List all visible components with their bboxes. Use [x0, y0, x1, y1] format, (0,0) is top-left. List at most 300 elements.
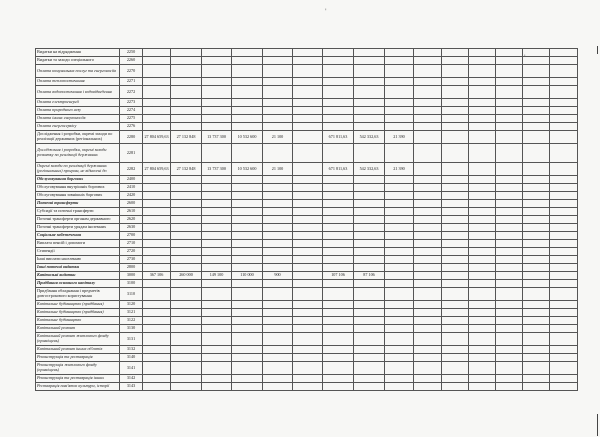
row-name: Капітальний ремонт — [36, 325, 120, 333]
row-code: 2271 — [120, 78, 143, 86]
value-cell — [232, 184, 263, 192]
value-cell — [232, 144, 263, 163]
value-cell — [442, 309, 469, 317]
row-code: 2700 — [120, 232, 143, 240]
value-cell — [496, 248, 523, 256]
value-cell — [354, 333, 385, 346]
value-cell — [469, 309, 496, 317]
value-cell — [323, 309, 354, 317]
table-row — [36, 362, 578, 375]
row-name: Придбання обладнання і предметів довгострокового користування — [36, 288, 120, 301]
value-cell — [385, 317, 414, 325]
row-name: Поточні трансферти урядам іноземних — [36, 224, 120, 232]
table-row — [36, 144, 578, 163]
value-cell — [469, 123, 496, 131]
value-cell — [385, 280, 414, 288]
row-name: Придбання основного капіталу — [36, 280, 120, 288]
value-cell — [385, 115, 414, 123]
value-cell — [171, 200, 202, 208]
value-cell — [496, 184, 523, 192]
value-cell — [442, 123, 469, 131]
value-cell — [414, 333, 442, 346]
value-cell — [550, 123, 578, 131]
value-cell — [523, 354, 550, 362]
value-cell — [414, 256, 442, 264]
value-cell — [469, 224, 496, 232]
value-cell — [143, 78, 171, 86]
value-cell — [202, 208, 232, 216]
value-cell — [496, 144, 523, 163]
value-cell — [171, 232, 202, 240]
value-cell — [385, 248, 414, 256]
table-row — [36, 123, 578, 131]
value-cell — [496, 78, 523, 86]
row-code: 2610 — [120, 208, 143, 216]
value-cell — [143, 264, 171, 272]
value-cell — [323, 248, 354, 256]
value-cell — [385, 264, 414, 272]
value-cell — [523, 309, 550, 317]
value-cell — [523, 256, 550, 264]
value-cell — [293, 115, 323, 123]
value-cell — [263, 309, 293, 317]
table-row — [36, 248, 578, 256]
value-cell — [469, 184, 496, 192]
value-cell — [232, 232, 263, 240]
value-cell — [171, 65, 202, 78]
table-row — [36, 131, 578, 144]
value-cell — [323, 57, 354, 65]
row-name: Виплата пенсій і допомоги — [36, 240, 120, 248]
row-code: 2600 — [120, 200, 143, 208]
value-cell — [171, 115, 202, 123]
value-cell — [469, 375, 496, 383]
value-cell — [385, 354, 414, 362]
value-cell — [523, 383, 550, 391]
value-cell — [354, 375, 385, 383]
value-cell — [323, 200, 354, 208]
value-cell — [323, 99, 354, 107]
value-cell — [354, 216, 385, 224]
value-cell — [469, 346, 496, 354]
value-cell — [469, 333, 496, 346]
table-row — [36, 280, 578, 288]
value-cell — [354, 176, 385, 184]
value-cell — [414, 317, 442, 325]
value-cell — [496, 107, 523, 115]
value-cell — [263, 216, 293, 224]
value-cell — [414, 375, 442, 383]
table-row — [36, 317, 578, 325]
value-cell — [414, 200, 442, 208]
value-cell — [523, 184, 550, 192]
value-cell — [442, 317, 469, 325]
value-cell: 13 737 300 — [202, 131, 232, 144]
value-cell: 21 390 — [385, 131, 414, 144]
value-cell — [550, 176, 578, 184]
value-cell — [354, 256, 385, 264]
value-cell — [442, 107, 469, 115]
value-cell — [202, 86, 232, 99]
value-cell — [414, 65, 442, 78]
value-cell — [414, 131, 442, 144]
value-cell — [232, 256, 263, 264]
value-cell — [143, 375, 171, 383]
value-cell — [263, 200, 293, 208]
value-cell — [469, 200, 496, 208]
value-cell — [385, 346, 414, 354]
value-cell — [469, 131, 496, 144]
value-cell: 110 000 — [232, 272, 263, 280]
value-cell — [523, 65, 550, 78]
value-cell — [414, 86, 442, 99]
value-cell — [293, 309, 323, 317]
table-row — [36, 65, 578, 78]
value-cell — [232, 346, 263, 354]
row-code: 2250 — [120, 49, 143, 57]
value-cell — [523, 346, 550, 354]
value-cell — [550, 240, 578, 248]
row-code: 2720 — [120, 248, 143, 256]
value-cell — [385, 383, 414, 391]
value-cell — [232, 115, 263, 123]
value-cell — [469, 232, 496, 240]
value-cell — [496, 264, 523, 272]
value-cell — [143, 362, 171, 375]
value-cell — [550, 354, 578, 362]
row-code: 3132 — [120, 346, 143, 354]
table-row — [36, 301, 578, 309]
value-cell — [496, 224, 523, 232]
value-cell — [385, 86, 414, 99]
value-cell — [323, 256, 354, 264]
value-cell — [143, 123, 171, 131]
row-name: Оплата інших енергоносіїв — [36, 115, 120, 123]
value-cell — [442, 232, 469, 240]
value-cell — [523, 57, 550, 65]
value-cell: 671 811,63 — [323, 131, 354, 144]
value-cell — [293, 288, 323, 301]
value-cell — [263, 333, 293, 346]
value-cell — [171, 354, 202, 362]
value-cell — [442, 99, 469, 107]
row-name: Капітальне будівництво (придбання) — [36, 309, 120, 317]
value-cell — [414, 280, 442, 288]
value-cell — [414, 107, 442, 115]
value-cell — [232, 192, 263, 200]
value-cell — [442, 176, 469, 184]
value-cell — [323, 325, 354, 333]
value-cell — [293, 86, 323, 99]
row-code: 2270 — [120, 65, 143, 78]
value-cell — [354, 362, 385, 375]
value-cell — [263, 176, 293, 184]
value-cell — [469, 216, 496, 224]
row-name: Капітальний ремонт інших об'єктів — [36, 346, 120, 354]
value-cell — [143, 107, 171, 115]
value-cell — [523, 200, 550, 208]
value-cell — [523, 216, 550, 224]
value-cell: 13 737 300 — [202, 163, 232, 176]
table-row — [36, 57, 578, 65]
value-cell — [202, 176, 232, 184]
value-cell — [143, 192, 171, 200]
value-cell — [496, 216, 523, 224]
value-cell — [469, 115, 496, 123]
value-cell — [171, 184, 202, 192]
row-name: Дослідження і розробки, окремі заходи розвитку по реалізації державних — [36, 144, 120, 163]
value-cell — [202, 317, 232, 325]
row-name: Реконструкція житлового фонду (приміщень) — [36, 362, 120, 375]
value-cell — [354, 184, 385, 192]
row-code: 2273 — [120, 99, 143, 107]
row-code: 2800 — [120, 264, 143, 272]
value-cell — [171, 240, 202, 248]
row-code: 2410 — [120, 184, 143, 192]
row-name: Капітальне будівництво (придбання) — [36, 301, 120, 309]
value-cell: 107 106 — [323, 272, 354, 280]
value-cell — [202, 78, 232, 86]
value-cell — [171, 375, 202, 383]
value-cell — [496, 232, 523, 240]
row-name: Інші поточні видатки — [36, 264, 120, 272]
value-cell — [442, 325, 469, 333]
value-cell — [171, 383, 202, 391]
value-cell — [323, 317, 354, 325]
row-code: 2260 — [120, 57, 143, 65]
value-cell — [469, 163, 496, 176]
table-row — [36, 288, 578, 301]
value-cell: 21 390 — [385, 163, 414, 176]
value-cell — [354, 317, 385, 325]
value-cell — [232, 240, 263, 248]
row-code: 2630 — [120, 224, 143, 232]
value-cell — [171, 107, 202, 115]
value-cell — [171, 333, 202, 346]
value-cell — [496, 49, 523, 57]
value-cell — [323, 107, 354, 115]
value-cell — [143, 280, 171, 288]
value-cell — [171, 256, 202, 264]
value-cell — [354, 144, 385, 163]
value-cell: 10 532 600 — [232, 163, 263, 176]
row-name: Поточні трансферти — [36, 200, 120, 208]
value-cell — [414, 346, 442, 354]
value-cell — [232, 107, 263, 115]
value-cell — [143, 57, 171, 65]
table-body — [36, 49, 578, 391]
row-name: Капітальні видатки — [36, 272, 120, 280]
value-cell — [171, 208, 202, 216]
value-cell — [232, 288, 263, 301]
value-cell — [263, 78, 293, 86]
value-cell — [385, 224, 414, 232]
value-cell — [550, 131, 578, 144]
value-cell — [323, 86, 354, 99]
value-cell — [263, 86, 293, 99]
value-cell — [354, 86, 385, 99]
table-row — [36, 333, 578, 346]
value-cell — [171, 248, 202, 256]
table-row — [36, 163, 578, 176]
value-cell — [293, 192, 323, 200]
value-cell — [550, 65, 578, 78]
value-cell — [232, 309, 263, 317]
value-cell — [354, 383, 385, 391]
value-cell — [385, 375, 414, 383]
scan-edge — [597, 46, 598, 54]
table-row — [36, 176, 578, 184]
value-cell — [469, 272, 496, 280]
value-cell — [414, 208, 442, 216]
value-cell — [323, 224, 354, 232]
value-cell: 27 804 659,63 — [143, 163, 171, 176]
row-name: Реконструкція та реставрація інших — [36, 375, 120, 383]
value-cell — [293, 123, 323, 131]
value-cell — [442, 280, 469, 288]
value-cell — [550, 288, 578, 301]
value-cell — [523, 362, 550, 375]
value-cell — [414, 301, 442, 309]
value-cell: 27 804 659,63 — [143, 131, 171, 144]
value-cell — [171, 99, 202, 107]
value-cell — [143, 288, 171, 301]
value-cell — [354, 123, 385, 131]
value-cell — [293, 224, 323, 232]
value-cell: 367 106 — [143, 272, 171, 280]
value-cell — [263, 325, 293, 333]
value-cell — [442, 288, 469, 301]
value-cell — [263, 280, 293, 288]
value-cell — [323, 184, 354, 192]
table-row — [36, 208, 578, 216]
row-name: Окремі заходи по реалізації державних (регіональних) програм, не віднесені до — [36, 163, 120, 176]
value-cell — [414, 264, 442, 272]
value-cell — [143, 240, 171, 248]
value-cell: 21 100 — [263, 163, 293, 176]
value-cell — [469, 362, 496, 375]
row-name: Видатки на відрядження — [36, 49, 120, 57]
table-row — [36, 200, 578, 208]
value-cell — [523, 123, 550, 131]
value-cell — [496, 240, 523, 248]
table-row — [36, 272, 578, 280]
row-name: Оплата електроенергії — [36, 99, 120, 107]
value-cell — [354, 192, 385, 200]
value-cell: 27 132 848 — [171, 163, 202, 176]
value-cell — [263, 123, 293, 131]
row-name: Оплата водопостачання і водовідведення — [36, 86, 120, 99]
value-cell — [469, 248, 496, 256]
value-cell — [232, 301, 263, 309]
value-cell — [496, 346, 523, 354]
value-cell — [263, 57, 293, 65]
value-cell — [442, 65, 469, 78]
value-cell — [323, 362, 354, 375]
value-cell — [323, 216, 354, 224]
value-cell — [550, 346, 578, 354]
value-cell — [550, 383, 578, 391]
value-cell — [323, 144, 354, 163]
value-cell — [143, 86, 171, 99]
value-cell — [496, 309, 523, 317]
row-code: 2282 — [120, 163, 143, 176]
value-cell — [354, 200, 385, 208]
value-cell — [442, 224, 469, 232]
value-cell — [354, 309, 385, 317]
value-cell — [354, 208, 385, 216]
value-cell — [523, 86, 550, 99]
row-code: 2272 — [120, 86, 143, 99]
value-cell — [385, 362, 414, 375]
row-name: Поточні трансферти органам державного — [36, 216, 120, 224]
value-cell — [202, 216, 232, 224]
row-name: Стипендії — [36, 248, 120, 256]
value-cell — [414, 248, 442, 256]
table-row — [36, 192, 578, 200]
value-cell — [143, 354, 171, 362]
row-code: 2280 — [120, 131, 143, 144]
row-code: 2710 — [120, 240, 143, 248]
value-cell — [550, 163, 578, 176]
value-cell — [496, 123, 523, 131]
value-cell — [414, 115, 442, 123]
table-row — [36, 325, 578, 333]
value-cell — [550, 115, 578, 123]
table-row — [36, 309, 578, 317]
value-cell — [202, 57, 232, 65]
value-cell — [385, 272, 414, 280]
value-cell — [469, 99, 496, 107]
value-cell: 671 811,63 — [323, 163, 354, 176]
value-cell — [385, 78, 414, 86]
value-cell — [523, 107, 550, 115]
value-cell — [496, 208, 523, 216]
value-cell — [414, 288, 442, 301]
value-cell — [550, 256, 578, 264]
value-cell — [143, 200, 171, 208]
value-cell — [143, 65, 171, 78]
value-cell — [202, 280, 232, 288]
value-cell: 10 532 600 — [232, 131, 263, 144]
value-cell — [496, 325, 523, 333]
table-row — [36, 264, 578, 272]
value-cell — [202, 200, 232, 208]
value-cell — [354, 224, 385, 232]
value-cell — [171, 264, 202, 272]
value-cell — [323, 49, 354, 57]
value-cell — [414, 176, 442, 184]
value-cell — [469, 301, 496, 309]
value-cell — [171, 288, 202, 301]
value-cell — [385, 176, 414, 184]
value-cell — [293, 163, 323, 176]
value-cell — [263, 107, 293, 115]
value-cell — [232, 325, 263, 333]
value-cell — [442, 208, 469, 216]
value-cell — [414, 354, 442, 362]
value-cell — [469, 383, 496, 391]
value-cell — [143, 333, 171, 346]
value-cell — [523, 192, 550, 200]
value-cell — [143, 49, 171, 57]
value-cell — [496, 301, 523, 309]
row-name: Видатки та заходи спеціального — [36, 57, 120, 65]
row-name: Реконструкція та реставрація — [36, 354, 120, 362]
value-cell — [442, 240, 469, 248]
value-cell — [523, 232, 550, 240]
value-cell — [323, 208, 354, 216]
